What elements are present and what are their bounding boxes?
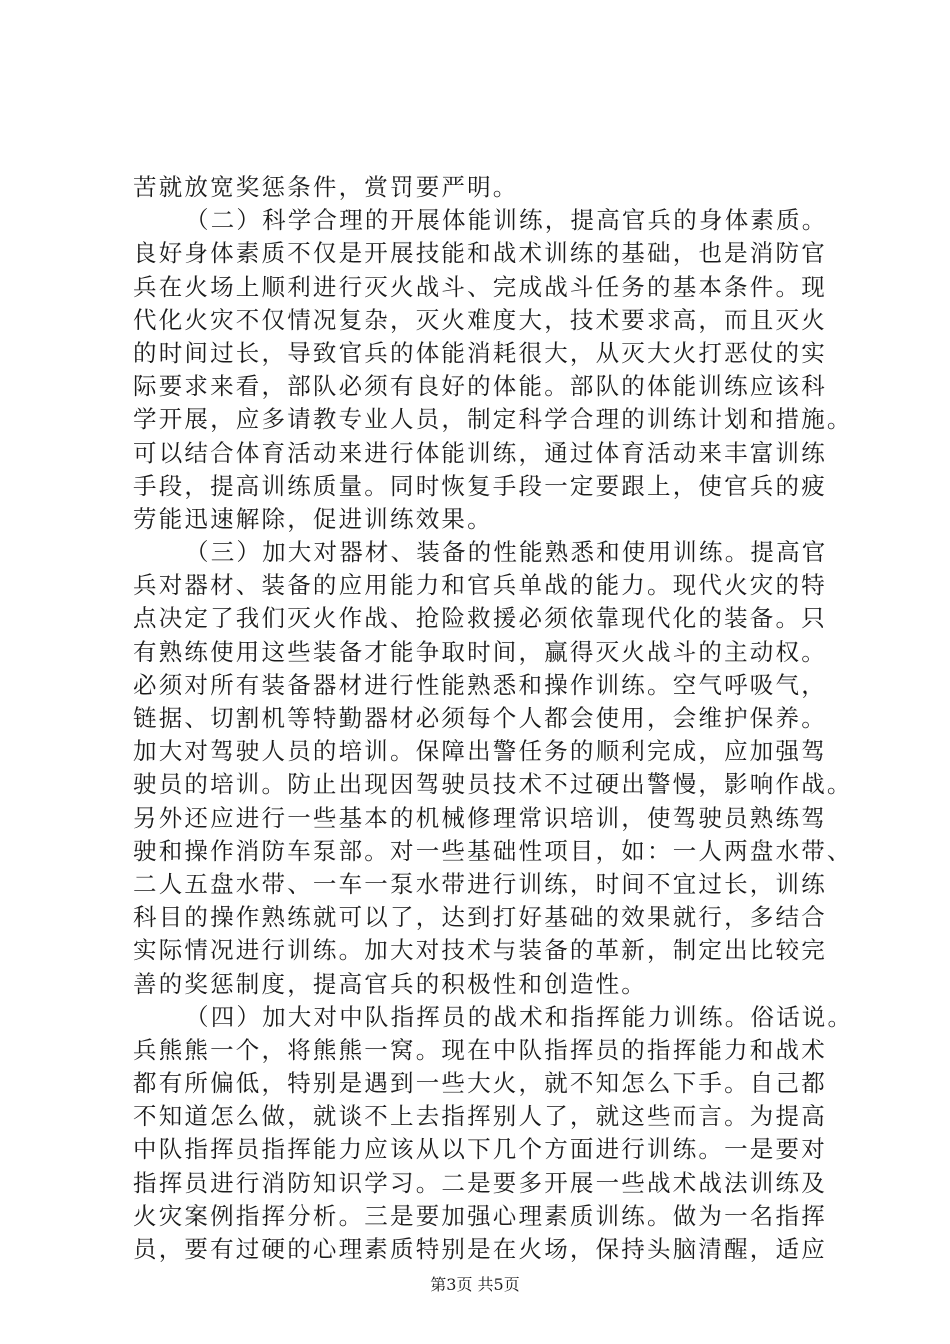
text-line: 手段，提高训练质量。同时恢复手段一定要跟上，使官兵的疲: [133, 471, 827, 500]
text-line: 可以结合体育活动来进行体能训练，通过体育活动来丰富训练: [133, 438, 827, 467]
text-line: 兵对器材、装备的应用能力和官兵单战的能力。现代火灾的特: [133, 571, 827, 600]
text-line: 的时间过长，导致官兵的体能消耗很大，从灭大火打恶仗的实: [133, 338, 827, 367]
text-line: 实际情况进行训练。加大对技术与装备的革新，制定出比较完: [133, 936, 827, 965]
text-line: 善的奖惩制度，提高官兵的积极性和创造性。: [133, 969, 647, 998]
text-line: 兵在火场上顺利进行灭火战斗、完成战斗任务的基本条件。现: [133, 272, 827, 301]
paragraph-start-line: （二）科学合理的开展体能训练，提高官兵的身体素质。: [185, 206, 828, 235]
document-body: [133, 171, 853, 1266]
text-line: 际要求来看，部队必须有良好的体能。部队的体能训练应该科: [133, 372, 827, 401]
paragraph-start-line: （四）加大对中队指挥员的战术和指挥能力训练。俗话说。: [185, 1002, 854, 1031]
text-line: 另外还应进行一些基本的机械修理常识培训，使驾驶员熟练驾: [133, 803, 827, 832]
text-line: 链据、切割机等特勤器材必须每个人都会使用，会维护保养。: [133, 704, 827, 732]
text-line: 学开展，应多请教专业人员，制定科学合理的训练计划和措施。: [133, 405, 853, 434]
text-line: 二人五盘水带、一车一泵水带进行训练，时间不宜过长，训练: [133, 869, 827, 898]
text-line: 指挥员进行消防知识学习。二是要多开展一些战术战法训练及: [133, 1168, 827, 1197]
text-line: 苦就放宽奖惩条件，赏罚要严明。: [133, 173, 519, 201]
text-line: 火灾案例指挥分析。三是要加强心理素质训练。做为一名指挥: [133, 1201, 827, 1230]
text-line: 中队指挥员指挥能力应该从以下几个方面进行训练。一是要对: [133, 1135, 827, 1164]
text-line: 驶和操作消防车泵部。对一些基础性项目，如：一人两盘水带、: [133, 836, 853, 865]
paragraph-start-line: （三）加大对器材、装备的性能熟悉和使用训练。提高官: [185, 538, 828, 567]
text-line: 必须对所有装备器材进行性能熟悉和操作训练。空气呼吸气，: [133, 670, 827, 699]
text-line: 代化火灾不仅情况复杂，灭火难度大，技术要求高，而且灭火: [133, 305, 827, 334]
text-line: 驶员的培训。防止出现因驾驶员技术不过硬出警慢，影响作战。: [133, 770, 853, 799]
text-line: 加大对驾驶人员的培训。保障出警任务的顺利完成，应加强驾: [133, 737, 827, 766]
text-line: 都有所偏低，特别是遇到一些大火，就不知怎么下手。自己都: [133, 1069, 827, 1098]
text-line: 良好身体素质不仅是开展技能和战术训练的基础，也是消防官: [133, 239, 827, 268]
text-line: 科目的操作熟练就可以了，达到打好基础的效果就行，多结合: [133, 903, 827, 932]
text-line: 有熟练使用这些装备才能争取时间，赢得灭火战斗的主动权。: [133, 637, 827, 666]
text-line: 点决定了我们灭火作战、抢险救援必须依靠现代化的装备。只: [133, 604, 827, 633]
page-footer: 第3页 共5页: [430, 1275, 520, 1294]
text-line: 兵熊熊一个，将熊熊一窝。现在中队指挥员的指挥能力和战术: [133, 1035, 827, 1064]
text-line: 劳能迅速解除，促进训练效果。: [133, 504, 493, 533]
text-line: 员，要有过硬的心理素质特别是在火场，保持头脑清醒，适应: [133, 1235, 827, 1263]
text-line: 不知道怎么做，就谈不上去指挥别人了，就这些而言。为提高: [133, 1102, 827, 1131]
